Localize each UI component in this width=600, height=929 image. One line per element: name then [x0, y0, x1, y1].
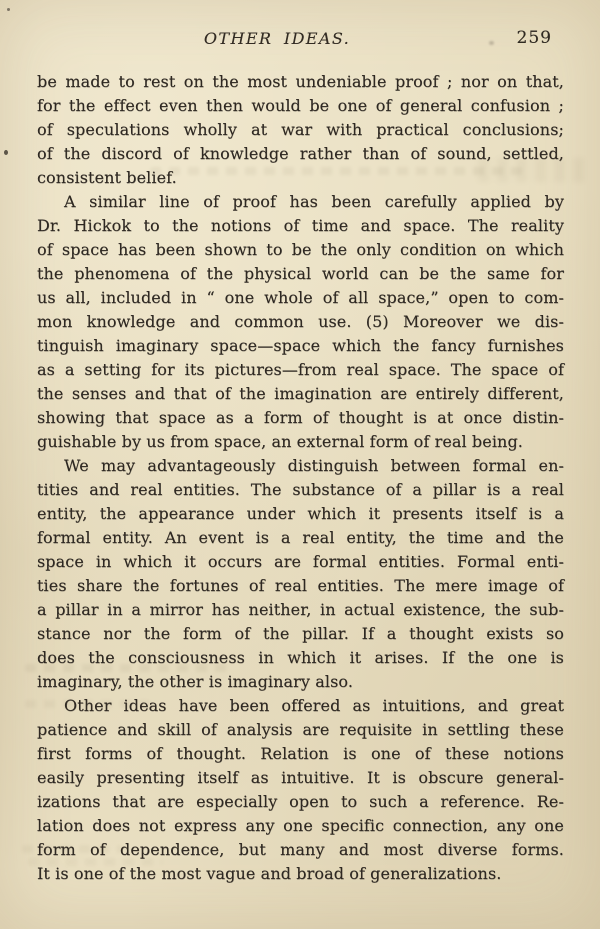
- paragraph: [37, 190, 564, 454]
- text-line: the phenomena of the physical world can be the same for: [37, 264, 564, 283]
- text-line: We may advantageously distinguish between formal en-: [64, 456, 564, 475]
- text-line: patience and skill of analysis are requisite in settling these: [37, 720, 564, 739]
- text-line: formal entity. An event is a real entity, the time and the: [37, 528, 564, 547]
- text-line: It is one of the most vague and broad of generalizations.: [37, 864, 502, 883]
- text-line: a pillar in a mirror has neither, in actual existence, the sub-: [37, 600, 564, 619]
- text-line: Other ideas have been offered as intuitions, and great: [64, 696, 564, 715]
- text-block: [37, 70, 564, 886]
- text-line: as a setting for its pictures—from real space. The space of: [37, 360, 564, 379]
- bleed-through-artifact: [22, 845, 122, 853]
- bleed-through-artifact: [25, 664, 230, 672]
- text-line: space in which it occurs are formal entities. Formal enti-: [37, 552, 564, 571]
- text-line: Dr. Hickok to the notions of time and space. The reality: [37, 216, 564, 235]
- text-line: izations that are especially open to such a reference. Re-: [37, 792, 564, 811]
- bleed-through-artifact: [28, 858, 163, 866]
- text-line: for the effect even then would be one of general confusion ;: [37, 96, 564, 115]
- text-line: consistent belief.: [37, 168, 177, 187]
- text-line: first forms of thought. Relation is one of these notions: [37, 744, 564, 763]
- text-line: imaginary, the other is imaginary also.: [37, 672, 354, 691]
- text-line: the senses and that of the imagination are entirely different,: [37, 384, 564, 403]
- page-number: 259: [516, 28, 552, 48]
- text-line: does the consciousness in which it arises. If the one is: [37, 648, 564, 667]
- scan-speck: [489, 41, 494, 45]
- running-header: [37, 28, 564, 50]
- bleed-through-artifact: [150, 167, 522, 175]
- scan-speck: [7, 8, 10, 11]
- scan-speck: [4, 150, 8, 155]
- text-line: entity, the appearance under which it presents itself is a: [37, 504, 564, 523]
- text-line: tities and real entities. The substance of a pillar is a real: [37, 480, 564, 499]
- text-line: ties share the fortunes of real entities. The mere image of: [37, 576, 564, 595]
- page-title: OTHER IDEAS.: [203, 29, 351, 48]
- paragraph: [37, 454, 564, 694]
- text-line: of speculations wholly at war with practical conclusions;: [37, 120, 564, 139]
- text-line: of space has been shown to be the only condition on which: [37, 240, 564, 259]
- text-line: stance nor the form of the pillar. If a thought exists so: [37, 624, 564, 643]
- text-line: A similar line of proof has been carefully applied by: [64, 192, 564, 211]
- text-line: form of dependence, but many and most diverse forms.: [37, 840, 564, 859]
- text-line: easily presenting itself as intuitive. It is obscure general-: [37, 768, 564, 787]
- text-line: mon knowledge and common use. (5) Moreover we dis-: [37, 312, 564, 331]
- bleed-through-artifact: [25, 700, 150, 708]
- text-line: guishable by us from space, an external form of real being.: [37, 432, 523, 451]
- text-line: of the discord of knowledge rather than of sound, settled,: [37, 144, 564, 163]
- text-line: showing that space as a form of thought is at once distin-: [37, 408, 564, 427]
- text-line: tinguish imaginary space—space which the fancy furnishes: [37, 336, 564, 355]
- text-line: be made to rest on the most undeniable proof ; nor on that,: [37, 72, 564, 91]
- text-line: lation does not express any one specific connection, any one: [37, 816, 564, 835]
- text-line: us all, included in “ one whole of all space,” open to com-: [37, 288, 564, 307]
- bleed-through-artifact: [478, 158, 590, 182]
